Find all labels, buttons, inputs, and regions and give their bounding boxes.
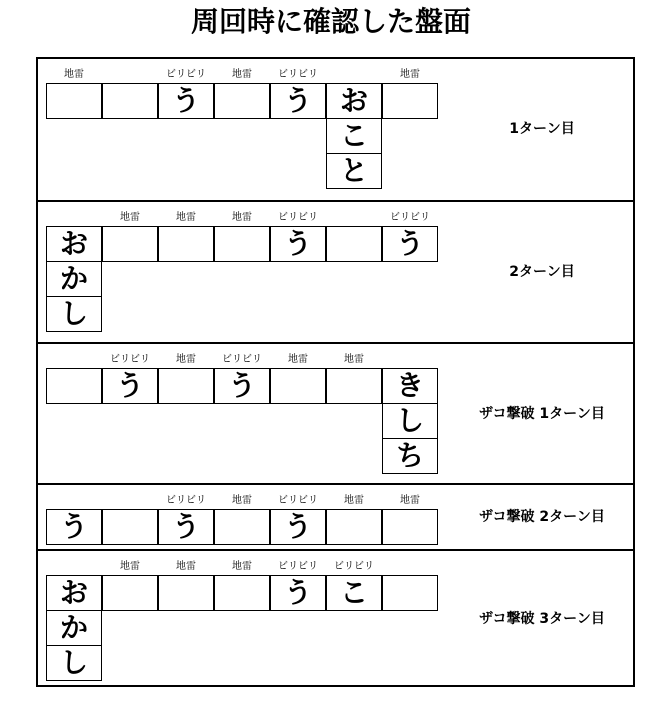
board-cell [382, 509, 438, 545]
tile-status-label: 地雷 [344, 495, 364, 506]
board-cell [158, 226, 214, 262]
tile-status-label: ビリビリ [278, 69, 318, 80]
board-cell [102, 226, 158, 262]
turn-label: ザコ撃破 2ターン目 [479, 509, 605, 525]
tile-status-label: 地雷 [400, 495, 420, 506]
turn-label: 2ターン目 [509, 264, 575, 280]
board-cell-vertical: か [46, 261, 102, 297]
tile-status-label: 地雷 [120, 561, 140, 572]
board-cell: う [158, 83, 214, 119]
board-frame [36, 57, 635, 687]
board-cell-vertical: か [46, 610, 102, 646]
tile-status-label: 地雷 [232, 212, 252, 223]
tile-status-label: 地雷 [400, 69, 420, 80]
board-cell [214, 83, 270, 119]
tile-status-label: ビリビリ [166, 495, 206, 506]
board-cell: う [270, 575, 326, 611]
board-cell: う [270, 226, 326, 262]
tile-status-label: 地雷 [232, 495, 252, 506]
turn-label: ザコ撃破 3ターン目 [479, 611, 605, 627]
board-cell [158, 368, 214, 404]
board-cell: う [270, 83, 326, 119]
board-cell [46, 368, 102, 404]
board-cell: こ [326, 575, 382, 611]
tile-status-label: 地雷 [344, 354, 364, 365]
tile-status-label: 地雷 [232, 69, 252, 80]
turn-label: 1ターン目 [509, 120, 575, 137]
board-cell [382, 83, 438, 119]
board-cell [326, 509, 382, 545]
board-cell [158, 575, 214, 611]
board-cell: お [46, 575, 102, 611]
board-cell [214, 509, 270, 545]
turn-section-3 [38, 342, 633, 483]
board-cell [214, 226, 270, 262]
board-cell: う [270, 509, 326, 545]
board-cell: う [102, 368, 158, 404]
page-title: 周回時に確認した盤面 [190, 5, 471, 38]
board-cell [214, 575, 270, 611]
board-cell [270, 368, 326, 404]
tile-status-label: ビリビリ [166, 69, 206, 80]
board-cell [46, 83, 102, 119]
tile-status-label: ビリビリ [278, 212, 318, 223]
board-cell-vertical: し [46, 645, 102, 681]
tile-status-label: 地雷 [120, 212, 140, 223]
board-cell: う [158, 509, 214, 545]
tile-status-label: ビリビリ [278, 561, 318, 572]
board-cell: う [214, 368, 270, 404]
tile-status-label: 地雷 [232, 561, 252, 572]
board-cell-vertical: こ [326, 118, 382, 154]
board-cell [102, 509, 158, 545]
tile-status-label: ビリビリ [278, 495, 318, 506]
board-cell [382, 575, 438, 611]
tile-status-label: 地雷 [176, 212, 196, 223]
tile-status-label: 地雷 [288, 354, 308, 365]
board-cell: お [46, 226, 102, 262]
tile-status-label: ビリビリ [110, 354, 150, 365]
board-cell [326, 368, 382, 404]
board-cell: き [382, 368, 438, 404]
tile-status-label: 地雷 [176, 561, 196, 572]
turn-section-1 [38, 59, 633, 200]
tile-status-label: ビリビリ [390, 212, 430, 223]
board-cell: う [46, 509, 102, 545]
tile-status-label: ビリビリ [222, 354, 262, 365]
tile-status-label: ビリビリ [334, 561, 374, 572]
turn-section-2 [38, 200, 633, 342]
board-cell [102, 575, 158, 611]
turn-label: ザコ撃破 1ターン目 [479, 405, 605, 422]
board-cell-vertical: ち [382, 438, 438, 474]
turn-section-5 [38, 549, 633, 687]
board-cell-vertical: し [46, 296, 102, 332]
board-cell: う [382, 226, 438, 262]
board-cell: お [326, 83, 382, 119]
tile-status-label: 地雷 [176, 354, 196, 365]
board-cell-vertical: し [382, 403, 438, 439]
tile-status-label: 地雷 [64, 69, 84, 80]
turn-section-4 [38, 483, 633, 549]
board-cell [326, 226, 382, 262]
board-cell [102, 83, 158, 119]
board-cell-vertical: と [326, 153, 382, 189]
